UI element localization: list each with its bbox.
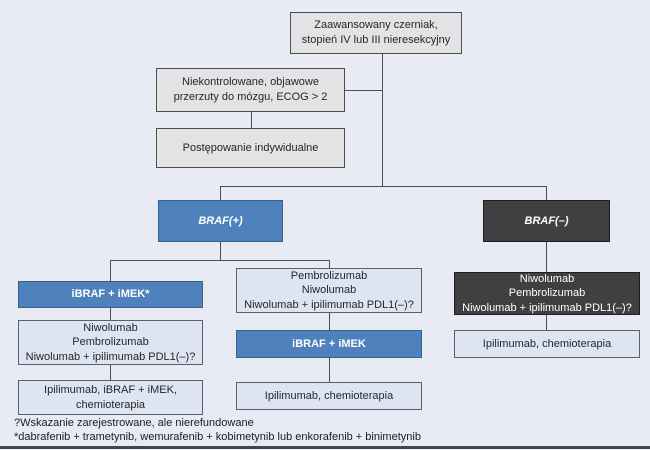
node-text: Niwolumab [301, 284, 357, 297]
node-immunotherapy-left [18, 320, 203, 365]
node-text: Niwolumab + ipilimumab PDL1(–)? [462, 301, 632, 314]
node-text: Ipilimumab, iBRAF + iMEK, [44, 383, 177, 396]
node-text: Niekontrolowane, objawowe [182, 76, 319, 89]
node-individual-management [156, 128, 345, 168]
node-text: BRAF(+) [198, 214, 243, 227]
connector-left-col-2 [110, 365, 111, 380]
node-ibraf-imek-first-line [18, 281, 203, 308]
node-text: Pembrolizumab [72, 336, 149, 349]
node-text: Ipilimumab, chemioterapia [264, 389, 394, 402]
connector-to-braf-positive [220, 186, 221, 200]
node-text: Niwolumab [83, 321, 138, 334]
connector-mets-to-individual [251, 111, 252, 128]
connector-right-col-1 [546, 315, 547, 330]
node-text: iBRAF + iMEK [292, 337, 366, 350]
node-text: Pembrolizumab [508, 287, 586, 300]
connector-branch-horizontal [220, 186, 547, 187]
bottom-rule [0, 446, 650, 449]
node-third-line-left [18, 380, 203, 415]
node-second-line-right [454, 330, 640, 358]
node-immunotherapy-right [454, 272, 640, 315]
footnote-drug-combinations: *dabrafenib + trametynib, wemurafenib + kobimetynib lub enkorafenib + binimetynib [14, 431, 421, 444]
connector-mid-col-1 [329, 313, 330, 330]
node-text: Niwolumab [519, 272, 575, 285]
node-text: Niwolumab + ipilimumab PDL1(–)? [25, 350, 196, 363]
footnote-registered-not-reimbursed: ?Wskazanie zarejestrowane, ale nierefundowane [14, 417, 254, 429]
connector-brafneg-down [546, 242, 547, 272]
node-uncontrolled-brain-mets [156, 68, 345, 112]
connector-top-to-branch [382, 54, 383, 186]
node-text: przerzuty do mózgu, ECOG > 2 [173, 91, 328, 103]
node-third-line-mid [236, 382, 422, 410]
node-immunotherapy-mid [236, 268, 422, 313]
node-text: iBRAF + iMEK* [71, 288, 150, 301]
node-text: Postępowanie indywidualne [182, 141, 319, 154]
node-text: BRAF(–) [524, 214, 569, 227]
connector-mets-to-main [345, 90, 383, 91]
node-braf-positive [158, 200, 283, 242]
connector-brafpos-down [220, 242, 221, 260]
node-text: chemioterapia [75, 398, 146, 411]
node-text: stopień IV lub III nieresekcyjny [301, 34, 451, 46]
connector-to-immuno-mid [329, 260, 330, 268]
node-text: Zaawansowany czerniak, [314, 19, 438, 32]
node-braf-negative [483, 200, 610, 242]
footnotes [14, 416, 421, 444]
connector-left-col-1 [110, 308, 111, 320]
connector-mid-col-2 [329, 358, 330, 382]
node-text: Niwolumab + ipilimumab PDL1(–)? [244, 298, 414, 311]
node-text: Pembrolizumab [290, 269, 368, 282]
connector-to-braf-negative [546, 186, 547, 200]
node-text: Ipilimumab, chemioterapia [482, 337, 612, 350]
connector-brafpos-split [110, 260, 330, 261]
node-ibraf-imek-second-line [236, 330, 422, 358]
node-advanced-melanoma [290, 12, 462, 54]
connector-to-ibraf-first [110, 260, 111, 281]
